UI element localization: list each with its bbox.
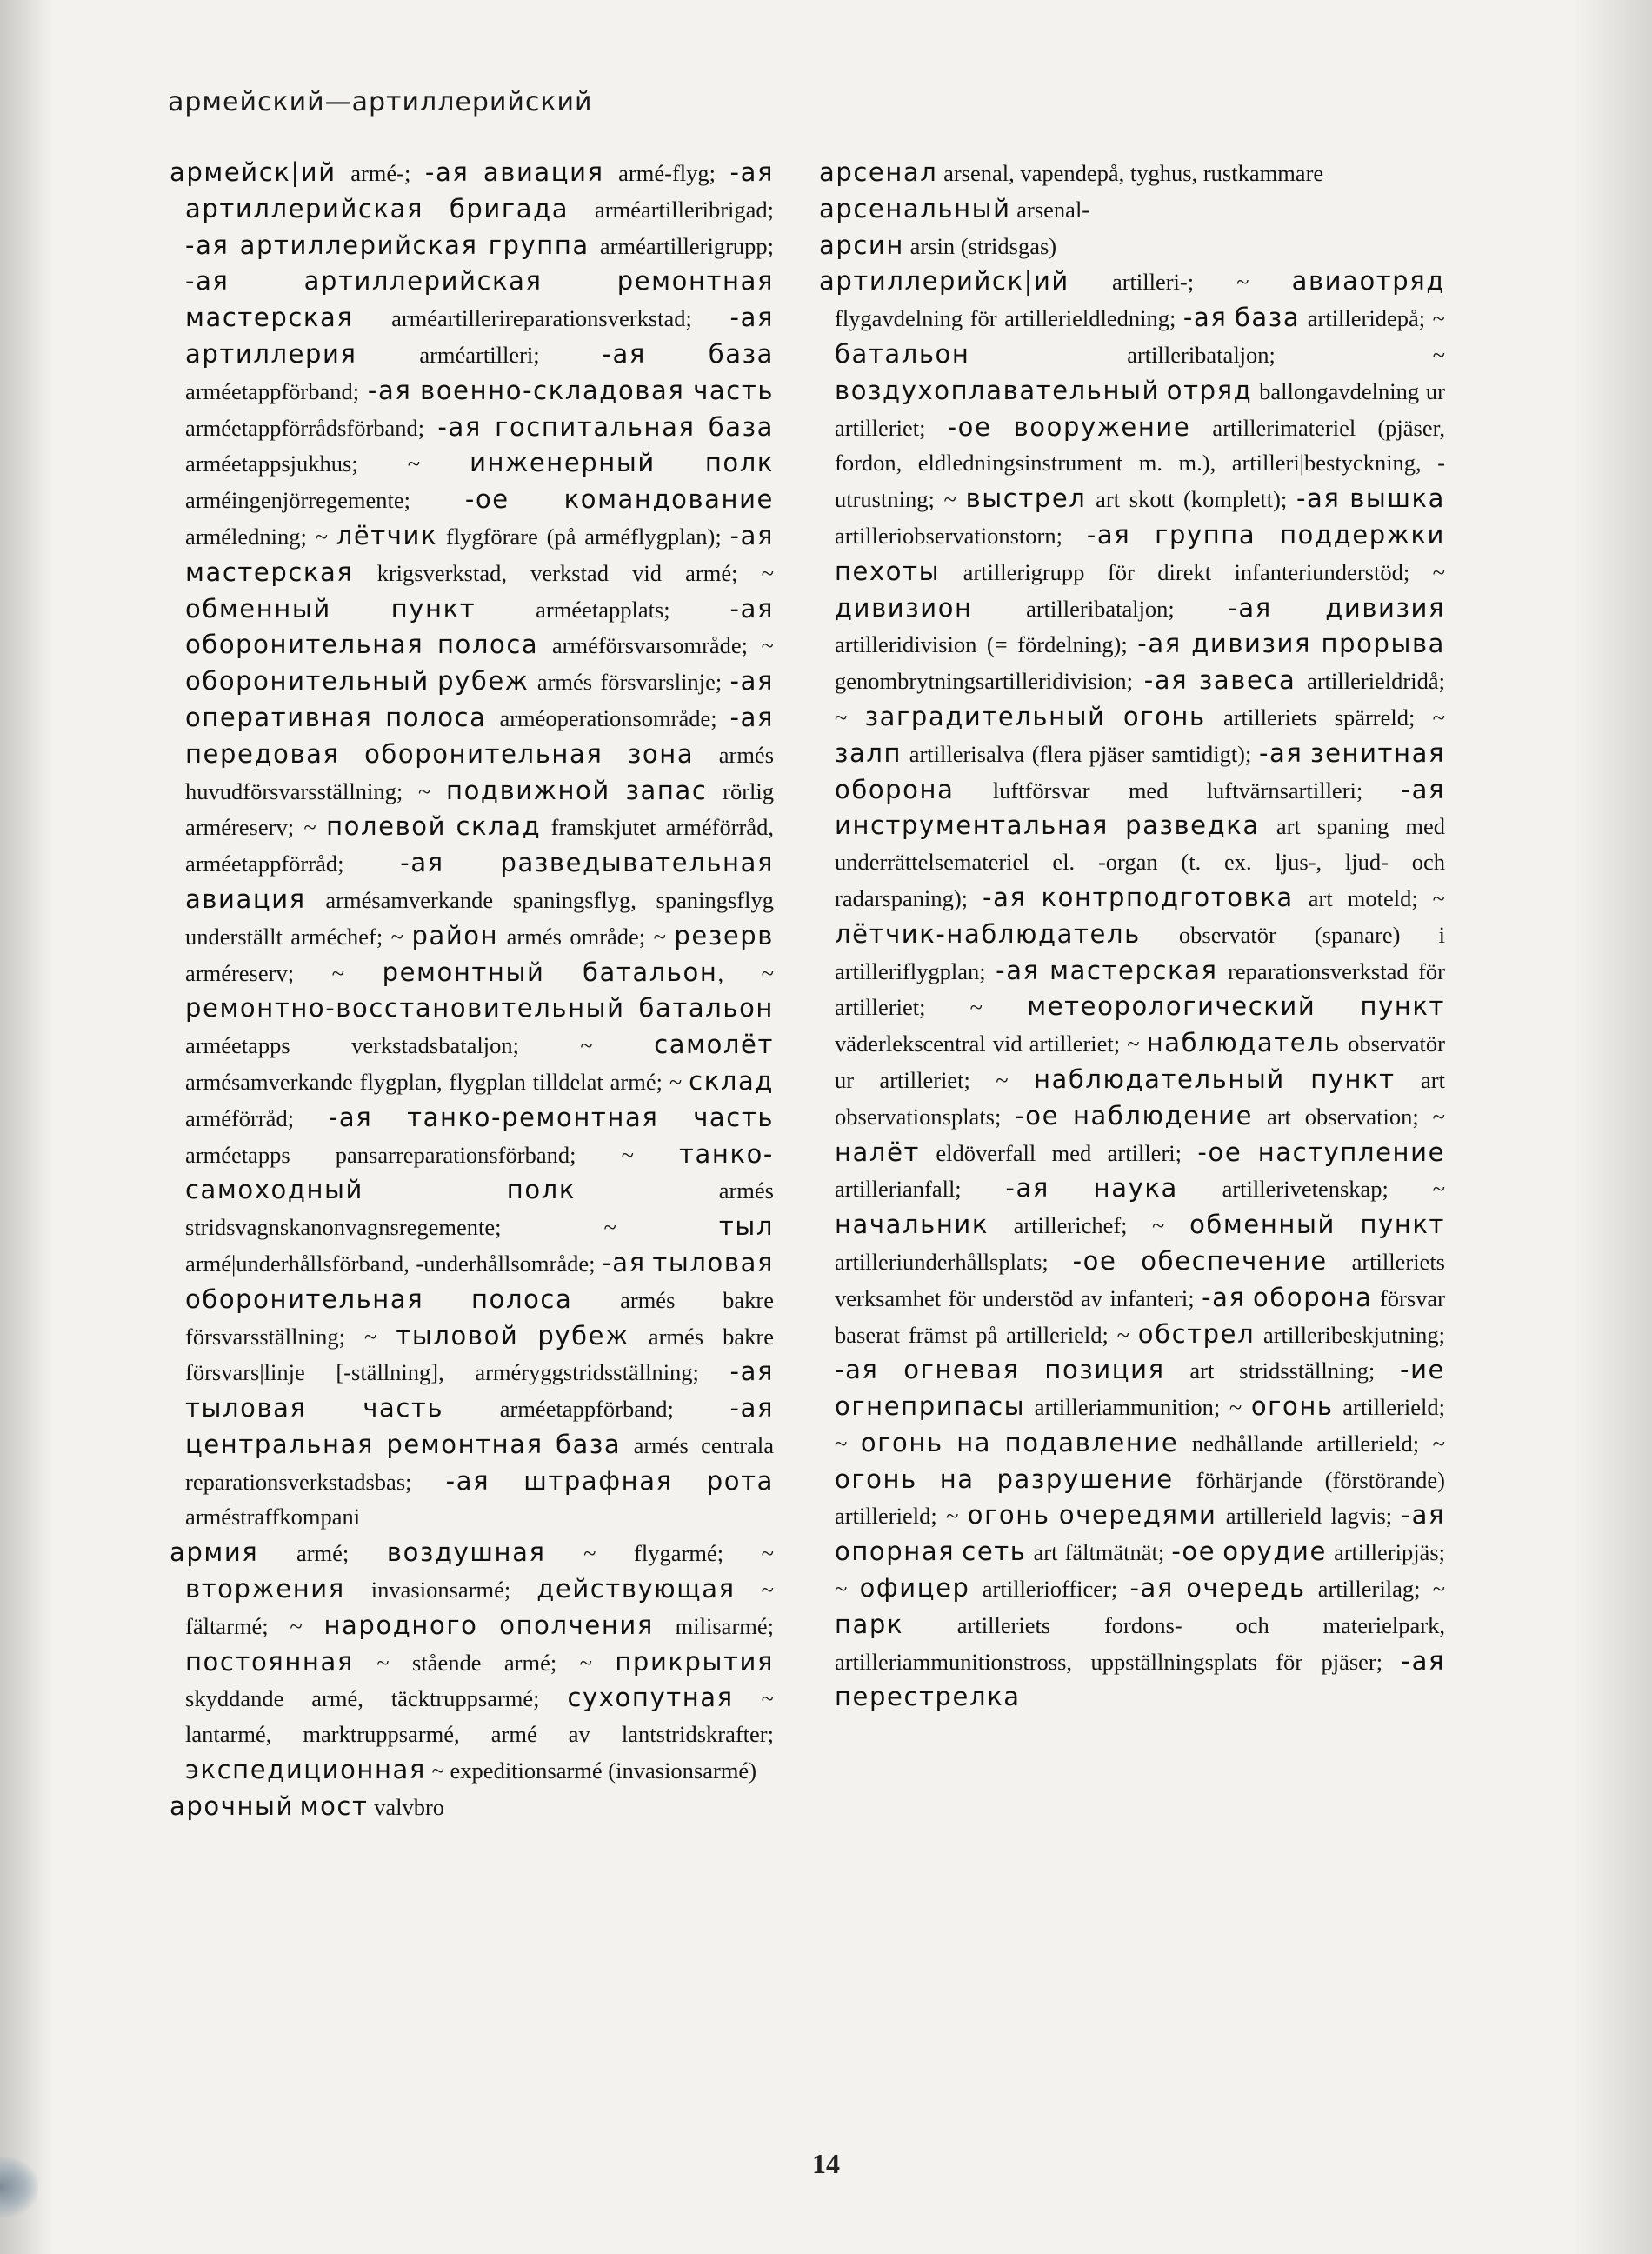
russian-term: полоса [436, 630, 539, 660]
russian-term: ремонтный [382, 957, 545, 987]
russian-term: воздухоплавательный [835, 375, 1160, 405]
page-gutter-shadow [0, 0, 52, 2254]
russian-term: -ая [729, 593, 775, 624]
russian-term: дивизион [835, 592, 973, 623]
russian-term: самолёт [654, 1030, 774, 1060]
russian-term: танко-ремонтная [407, 1102, 659, 1132]
russian-term: выстрел [965, 483, 1087, 514]
russian-term: -ая [328, 1102, 373, 1132]
russian-term: артиллерийская [303, 266, 543, 297]
russian-term: -ая [1143, 665, 1189, 696]
russian-term: авиаотряд [1291, 266, 1445, 297]
russian-term: авиация [483, 157, 604, 187]
russian-term: полк [506, 1175, 576, 1205]
russian-term: армейск|ий [170, 157, 336, 187]
russian-term: военно-складовая [420, 375, 685, 405]
russian-term: обменный [185, 593, 331, 624]
russian-term: -ая [729, 702, 775, 732]
russian-term: лётчик [336, 520, 438, 550]
russian-term: штрафная [523, 1465, 673, 1496]
russian-term: очередями [1058, 1500, 1217, 1530]
russian-term: оборона [835, 774, 955, 804]
russian-term: дивизия [1325, 592, 1445, 623]
russian-term: часть [693, 375, 775, 405]
russian-term: пункт [1360, 1210, 1445, 1240]
russian-term: район [411, 920, 499, 950]
russian-term: наблюдатель [1146, 1028, 1342, 1058]
russian-term: центральная [185, 1429, 375, 1459]
russian-term: воздушная [386, 1537, 546, 1568]
russian-term: база [556, 1429, 622, 1459]
russian-term: налёт [835, 1137, 921, 1167]
russian-term: -ое [1171, 1537, 1216, 1567]
russian-term: на [939, 1464, 975, 1494]
russian-term: ремонтно-восстановительный [185, 993, 625, 1024]
russian-term: -ая [835, 1355, 879, 1385]
russian-term: склад [689, 1065, 774, 1096]
russian-term: наблюдение [1072, 1100, 1254, 1130]
russian-term: огонь [1122, 701, 1206, 731]
russian-term: арсенальный [819, 193, 1011, 223]
russian-term: передовая [185, 738, 340, 769]
russian-term: подавление [1004, 1427, 1179, 1457]
russian-term: поддержки [1280, 519, 1446, 550]
left-column [170, 155, 774, 1825]
russian-term: запас [625, 775, 708, 805]
russian-term: артиллерия [185, 338, 357, 369]
dictionary-entry: арсенальный arsenal- [819, 193, 1090, 223]
russian-term: ремонтная [616, 266, 774, 297]
russian-term: экспедиционная [185, 1755, 426, 1785]
russian-term: огнеприпасы [835, 1391, 1026, 1422]
russian-term: -ая [1401, 1500, 1445, 1530]
russian-term: прикрытия [615, 1646, 774, 1677]
russian-term: -ое [464, 484, 510, 515]
russian-term: мастерская [1049, 955, 1218, 985]
russian-term: -ая [400, 848, 444, 878]
russian-term: артиллерийская [239, 230, 478, 260]
russian-term: наука [1093, 1173, 1178, 1204]
russian-term: -ие [1400, 1355, 1446, 1385]
russian-term: -ое [1072, 1245, 1117, 1276]
russian-term: -ая [445, 1465, 490, 1496]
russian-term: -ая [1137, 629, 1182, 659]
russian-term: батальон [583, 957, 718, 987]
dictionary-entry: арсенал arsenal, vapendepå, tyghus, rustkammare [819, 157, 1324, 187]
page-number: 14 [812, 2148, 840, 2179]
russian-term: -ая [185, 266, 230, 297]
dictionary-entry: артиллерийск|ий artilleri-; ~ авиаотряд flygavdelning för artillerieldledning; -ая база artilleridepå; ~ батальон artilleribataljon; ~ воздухоплавательный отряд ballongavdelning ur artilleriet; -ое вооружение artillerimateriel (pjäser, fordon, eldledningsinstrument m. m.), artilleri|bestyckning, -utrustning; ~ выстрел art skott (komplett); -ая вышка artilleriobservationstorn; -ая группа поддержки пехоты artillerigrupp för direkt infanteriunderstöd; ~ дивизион artilleribataljon; -ая дивизия artilleridivision (= fördelning); -ая дивизия прорыва genombrytningsartilleridivision; -ая завеса artillerieldridå; ~ заградительный огонь artilleriets spärreld; ~ залп artillerisalva (flera pjäser samtidigt); -ая зенитная оборона luftförsvar med luftvärnsartilleri; -ая инструментальная разведка art spaning med underrättelsemateriel el. -organ (t. ex. ljus-, ljud- och radarspaning); -ая контрподготовка art moteld; ~ лётчик-наблюдатель observatör (spanare) i artilleriflygplan; -ая мастерская reparationsverkstad för artilleriet; ~ метеорологический пункт väderlekscentral vid artilleriet; ~ наблюдатель observatör ur artilleriet; ~ наблюдательный пункт art observationsplats; -ое наблюдение art observation; ~ налёт eldöverfall med artilleri; -ое наступление artillerianfall; -ая наука artillerivetenskap; ~ начальник artillerichef; ~ обменный пункт artilleriunderhållsplats; -ое обеспечение artilleriets verksamhet för understöd av infanteri; -ая оборона försvar baserat främst på artillerield; ~ обстрел artilleribeskjutning; -ая огневая позиция art stridsställning; -ие огнеприпасы artilleriammunition; ~ огонь artillerield; ~ огонь на подавление nedhållande artillerield; ~ огонь на разрушение förhärjande (förstörande) artillerield; ~ огонь очередями artillerield lagvis; -ая опорная сеть art fältmätnät; -ое орудие artilleripjäs; ~ офицер artilleriofficer; -ая очередь artillerilag; ~ парк artilleriets fordons- och materielpark, artilleriammunitionstross, uppställningsplats för pjäser; -ая перестрелка [819, 266, 1446, 1712]
russian-term: часть [363, 1393, 444, 1424]
russian-term: оборона [1253, 1282, 1373, 1312]
russian-term: вооружение [1013, 411, 1191, 442]
russian-term: обменный [1189, 1210, 1336, 1240]
russian-term: ремонтная [386, 1429, 543, 1459]
russian-term: -ая [729, 157, 775, 187]
russian-term: -ое [1015, 1100, 1060, 1130]
russian-term: оперативная [185, 702, 373, 732]
russian-term: -ая [1401, 1645, 1445, 1676]
russian-term: вышка [1349, 483, 1445, 514]
russian-term: -ая [602, 1247, 646, 1277]
russian-term: мост [299, 1791, 369, 1821]
russian-term: база [1234, 303, 1301, 333]
russian-term: оборонительная [364, 738, 603, 769]
russian-term: дивизия [1191, 629, 1312, 659]
russian-term: огонь [860, 1427, 943, 1457]
russian-term: -ая [729, 303, 774, 333]
russian-term: обстрел [1137, 1318, 1256, 1349]
russian-term: авиация [185, 884, 306, 914]
russian-term: мастерская [185, 303, 354, 333]
russian-term: залп [835, 737, 903, 768]
russian-term: -ая [996, 955, 1040, 985]
russian-term: отряд [1166, 375, 1253, 405]
russian-term: госпитальная [495, 411, 696, 442]
russian-term: оборонительная [185, 1284, 424, 1314]
russian-term: огонь [1250, 1391, 1334, 1422]
russian-term: -ая [437, 411, 482, 442]
russian-term: рубеж [437, 666, 530, 697]
right-column [819, 155, 1445, 1716]
russian-term: прорыва [1321, 629, 1446, 659]
russian-term: огонь [835, 1464, 917, 1494]
russian-term: метеорологический [1027, 991, 1316, 1022]
russian-term: разведка [1125, 810, 1260, 841]
russian-term: база [708, 338, 775, 369]
russian-term: огневая [903, 1355, 1020, 1385]
russian-term: действующая [536, 1574, 736, 1604]
russian-term: инженерный [470, 448, 656, 478]
russian-term: батальон [638, 993, 774, 1024]
russian-term: сухопутная [567, 1683, 734, 1713]
russian-term: -ая [424, 157, 470, 187]
russian-term: -ая [602, 338, 646, 369]
russian-term: зона [627, 738, 695, 769]
russian-term: -ая [1182, 303, 1228, 333]
russian-term: тыловой [396, 1320, 519, 1350]
russian-term: арсенал [819, 157, 938, 187]
russian-term: -ая [729, 520, 774, 550]
russian-term: полк [704, 448, 774, 478]
russian-term: заградительный [864, 701, 1106, 731]
russian-term: разведывательная [500, 848, 775, 878]
russian-term: офицер [859, 1573, 970, 1604]
russian-term: -ая [1228, 592, 1272, 623]
russian-term: тыловая [185, 1393, 307, 1424]
russian-term: -ая [983, 882, 1027, 912]
russian-term: вторжения [185, 1574, 345, 1604]
russian-term: батальон [835, 338, 970, 369]
dictionary-entry: армейск|ий armé-; -ая авиация armé-flyg; -ая артиллерийская бригада arméartilleribrigad; -ая артиллерийская группа arméartillerigrupp; -ая артиллерийская ремонтная мастерская arméartillerireparationsverkstad; -ая артиллерия arméartilleri; -ая база arméetappförband; -ая военно-складовая часть arméetappförrådsförband; -ая госпитальная база arméetappsjukhus; ~ инженерный полк arméingenjörregemente; -ое командование arméledning; ~ лётчик flygförare (på arméflygplan); -ая мастерская krigsverkstad, verkstad vid armé; ~ обменный пункт arméetapplats; -ая оборонительная полоса arméförsvarsområde; ~ оборонительный рубеж armés försvarslinje; -ая оперативная полоса arméoperationsområde; -ая передовая оборонительная зона armés huvudförsvarsställning; ~ подвижной запас rörlig arméreserv; ~ полевой склад framskjutet arméförråd, arméetappförråd; -ая разведывательная авиация armésamverkande spaningsflyg, spaningsflyg underställt arméchef; ~ район armés område; ~ резерв arméreserv; ~ ремонтный батальон, ~ ремонтно-восстановительный батальон arméetapps verkstadsbataljon; ~ самолёт armésamverkande flygplan, flygplan tilldelat armé; ~ склад arméförråd; -ая танко-ремонтная часть arméetapps pansarreparationsförband; ~ танко-самоходный полк armés stridsvagnskanonvagnsregemente; ~ тыл armé|underhållsförband, -underhållsområde; -ая тыловая оборонительная полоса armés bakre försvarsställning; ~ тыловой рубеж armés bakre försvars|linje [-ställning], arméryggstridsställning; -ая тыловая часть arméetappförband; -ая центральная ремонтная база armés centrala reparationsverkstadsbas; -ая штрафная рота arméstraffkompani [170, 157, 775, 1530]
russian-term: наступление [1257, 1137, 1446, 1167]
russian-term: позиция [1044, 1355, 1165, 1385]
russian-term: пункт [390, 593, 476, 624]
dictionary-entry: арочный мост valvbro [170, 1791, 445, 1821]
russian-term: полевой [326, 811, 447, 842]
russian-term: -ое [1197, 1137, 1242, 1167]
russian-term: рубеж [537, 1320, 629, 1350]
russian-term: пункт [1360, 991, 1446, 1022]
russian-term: начальник [835, 1210, 989, 1240]
russian-term: тыловая [652, 1247, 774, 1277]
russian-term: командование [563, 484, 774, 515]
russian-term: пункт [1310, 1064, 1396, 1094]
russian-term: танко-самоходный [185, 1138, 774, 1205]
russian-term: ополчения [499, 1610, 654, 1640]
russian-term: -ая [1005, 1173, 1049, 1204]
russian-term: артиллерийская [185, 193, 424, 223]
russian-term: группа [488, 230, 590, 260]
russian-term: -ая [729, 1357, 774, 1387]
russian-term: часть [693, 1102, 775, 1132]
russian-term: зенитная [1310, 737, 1445, 768]
russian-term: тыл [718, 1211, 774, 1242]
russian-term: народного [323, 1610, 478, 1640]
russian-term: пехоты [835, 556, 941, 586]
russian-term: -ая [1086, 519, 1131, 550]
russian-term: постоянная [185, 1646, 354, 1677]
russian-term: очередь [1186, 1573, 1306, 1604]
russian-term: разрушение [996, 1464, 1174, 1494]
russian-term: полоса [385, 702, 487, 732]
russian-term: -ая [729, 1393, 774, 1424]
russian-term: -ая [1296, 483, 1341, 514]
russian-term: орудие [1222, 1537, 1327, 1567]
russian-term: артиллерийск|ий [819, 266, 1069, 297]
russian-term: оборонительный [185, 666, 430, 697]
russian-term: резерв [674, 920, 775, 950]
russian-term: оборонительная [185, 630, 424, 660]
page-edge-shadow [1574, 0, 1652, 2254]
russian-term: склад [456, 811, 542, 842]
russian-term: арочный [170, 1791, 294, 1821]
russian-term: база [708, 411, 775, 442]
russian-term: контрподготовка [1041, 882, 1294, 912]
russian-term: -ая [1202, 1282, 1246, 1312]
russian-term: армия [170, 1537, 259, 1568]
russian-term: -ая [1401, 774, 1445, 804]
russian-term: -ая [185, 230, 230, 260]
russian-term: перестрелка [835, 1682, 1021, 1712]
russian-term: -ая [367, 375, 412, 405]
russian-term: арсин [819, 230, 904, 260]
russian-term: подвижной [446, 775, 610, 805]
russian-term: на [956, 1427, 992, 1457]
running-head: армейский—артиллерийский [168, 87, 593, 117]
russian-term: бригада [449, 193, 570, 223]
russian-term: группа [1155, 519, 1256, 550]
russian-term: огонь [967, 1500, 1050, 1530]
dictionary-entry: арсин arsin (stridsgas) [819, 230, 1057, 260]
russian-term: сеть [962, 1537, 1027, 1567]
russian-term: рота [706, 1465, 775, 1496]
dictionary-entry: армия armé; воздушная ~ flygarmé; ~ вторжения invasionsarmé; действующая ~ fältarmé; ~ народного ополчения milisarmé; постоянная ~ stående armé; ~ прикрытия skyddande armé, täcktruppsarmé; сухопутная ~ lantarmé, marktruppsarmé, armé av lantstridskrafter; экспедиционная ~ expeditionsarmé (invasionsarmé) [170, 1537, 775, 1785]
russian-term: -ая [1129, 1573, 1174, 1604]
russian-term: -ое [947, 411, 992, 442]
russian-term: полоса [471, 1284, 573, 1314]
russian-term: -ая [729, 666, 774, 697]
russian-term: наблюдательный [1033, 1064, 1285, 1094]
russian-term: лётчик-наблюдатель [835, 918, 1141, 949]
russian-term: мастерская [185, 557, 354, 587]
russian-term: парк [835, 1609, 904, 1639]
russian-term: опорная [835, 1537, 956, 1567]
russian-term: инструментальная [835, 810, 1109, 841]
russian-term: обеспечение [1141, 1245, 1328, 1276]
russian-term: -ая [1258, 737, 1303, 768]
russian-term: завеса [1198, 665, 1296, 696]
